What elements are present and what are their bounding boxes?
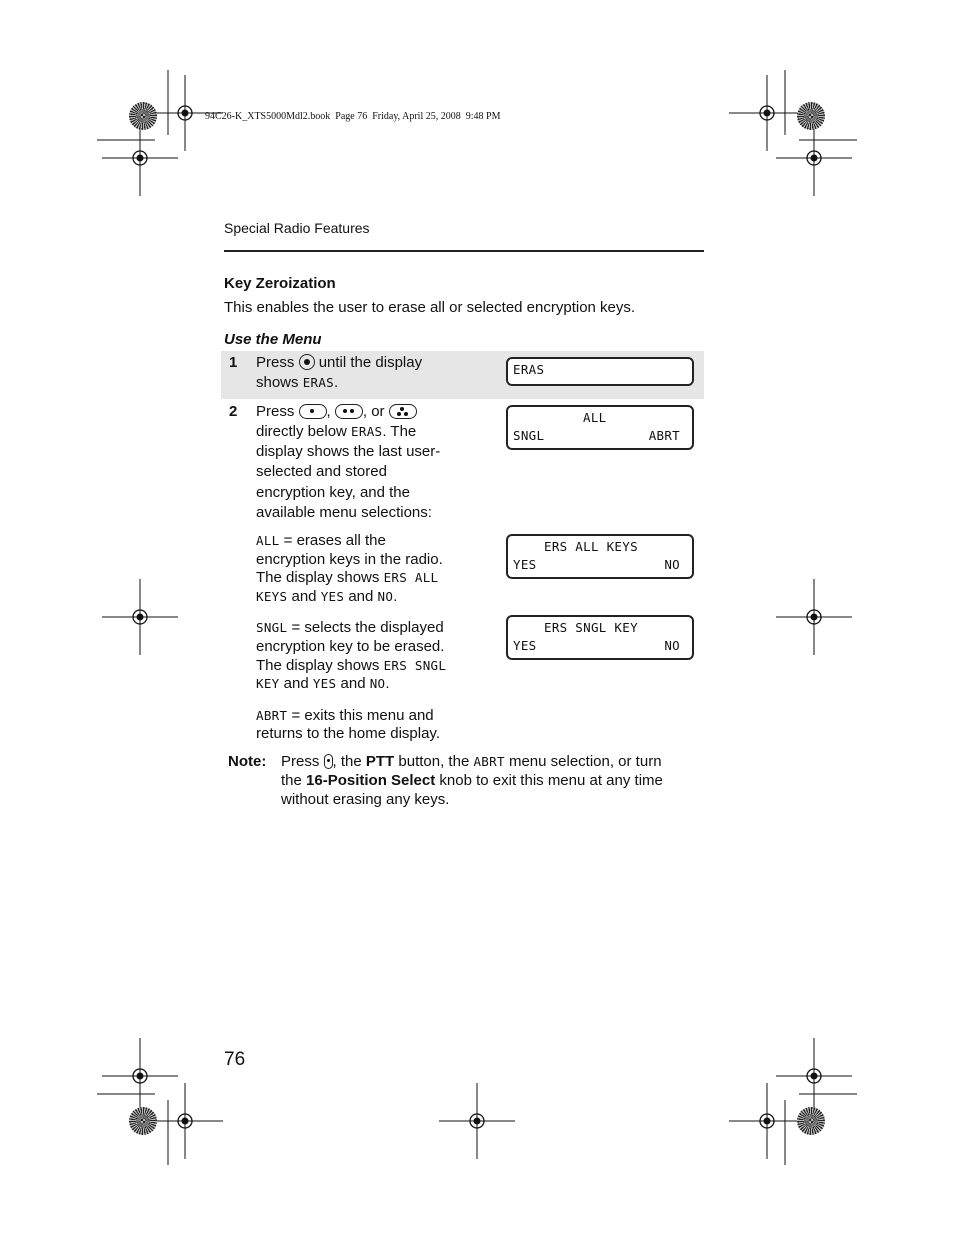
display-ers-all-keys <box>506 534 694 579</box>
opt-all-end: . <box>393 588 398 605</box>
opt-all-and2: and <box>344 588 378 605</box>
opt-all-line4 <box>256 587 397 607</box>
display-right-softkey: NO <box>664 638 680 653</box>
step2-number: 2 <box>229 403 238 420</box>
code-eras: ERAS <box>351 424 383 439</box>
opt-sngl-line1 <box>256 618 444 638</box>
note-text-f: knob to exit this menu at any time <box>439 772 663 789</box>
section-header: Special Radio Features <box>224 220 370 236</box>
registration-target-icon <box>797 102 825 130</box>
step2-text-press: Press <box>256 403 295 420</box>
opt-sngl-shows: The display shows <box>256 657 380 674</box>
step2-line6: available menu selections: <box>256 504 432 521</box>
step1-text-d: . <box>334 374 339 391</box>
note-text-c: button, the <box>398 753 470 770</box>
display-line1: ERAS <box>513 362 545 377</box>
code-yes: YES <box>312 676 337 691</box>
note-label: Note: <box>228 753 267 770</box>
book-info: 94C26-K_XTS5000Mdl2.book Page 76 Friday, April 25, 2008 9:48 PM <box>205 111 501 122</box>
code-no: NO <box>377 589 394 604</box>
step2-line5: encryption key, and the <box>256 484 410 501</box>
display-right-softkey: NO <box>664 557 680 572</box>
opt-all-line2: encryption keys in the radio. <box>256 551 443 568</box>
note-line1 <box>281 752 662 772</box>
menu-select-button-2-icon <box>335 404 363 419</box>
step2-line1 <box>256 402 417 422</box>
code-eras: ERAS <box>302 375 335 390</box>
opt-sngl-line4 <box>256 674 390 694</box>
step2-comma: , <box>326 403 331 420</box>
display-line1: ALL <box>583 410 607 425</box>
step1-line1 <box>256 353 422 373</box>
note-knob: 16-Position Select <box>306 772 436 789</box>
code-ers-sngl: ERS SNGL <box>383 658 447 673</box>
note-ptt: PTT <box>365 753 395 770</box>
opt-abrt-text: = exits this menu and <box>287 707 434 724</box>
opt-all-line1 <box>256 531 386 551</box>
opt-all-shows: The display shows <box>256 569 380 586</box>
opt-all-and: and <box>287 588 321 605</box>
display-right-softkey: ABRT <box>648 428 680 443</box>
note-text-a: Press <box>281 753 320 770</box>
note-text-b: , the <box>332 753 362 770</box>
display-line1: ERS SNGL KEY <box>544 620 638 635</box>
opt-sngl-and2: and <box>336 675 370 692</box>
registration-target-icon <box>129 102 157 130</box>
step2-line4: selected and stored <box>256 463 387 480</box>
code-ers-all: ERS ALL <box>383 570 439 585</box>
page-number: 76 <box>224 1049 246 1070</box>
home-button-icon <box>324 754 333 769</box>
opt-abrt-line1 <box>256 706 434 726</box>
opt-sngl-text: = selects the displayed <box>287 619 444 636</box>
step1-text-b: until the display <box>318 354 423 371</box>
step2-line3: display shows the last user- <box>256 443 441 460</box>
code-key: KEY <box>256 676 280 691</box>
opt-all-text: = erases all the <box>279 532 386 549</box>
opt-sngl-line3 <box>256 656 446 676</box>
code-abrt: ABRT <box>256 708 288 723</box>
code-yes: YES <box>320 589 345 604</box>
display-eras <box>506 357 694 386</box>
display-line1: ERS ALL KEYS <box>544 539 638 554</box>
registration-target-icon <box>797 1107 825 1135</box>
note-text-d: menu selection, or turn <box>508 753 662 770</box>
display-left-softkey: YES <box>513 638 537 653</box>
step1-text-c: shows <box>256 374 299 391</box>
step1-number: 1 <box>229 354 238 371</box>
opt-sngl-line2: encryption key to be erased. <box>256 638 445 655</box>
code-no: NO <box>369 676 386 691</box>
step1-line2 <box>256 373 338 393</box>
opt-abrt-line2: returns to the home display. <box>256 725 440 742</box>
code-keys: KEYS <box>256 589 288 604</box>
opt-all-line3 <box>256 568 438 588</box>
display-left-softkey: SNGL <box>513 428 545 443</box>
display-left-softkey: YES <box>513 557 537 572</box>
opt-sngl-end: . <box>385 675 390 692</box>
code-abrt: ABRT <box>473 754 505 769</box>
subheading: Use the Menu <box>224 331 322 348</box>
display-all-sngl-abrt <box>506 405 694 450</box>
header-rule <box>224 250 704 252</box>
menu-navigation-key-icon <box>299 354 315 370</box>
menu-select-button-1-icon <box>299 404 327 419</box>
step2-text-the: . The <box>382 423 417 440</box>
intro-text: This enables the user to erase all or selected encryption keys. <box>224 299 636 316</box>
step2-line2 <box>256 422 416 442</box>
note-line3: without erasing any keys. <box>281 791 450 808</box>
note-text-e: the <box>281 772 302 789</box>
page-title: Key Zeroization <box>224 275 336 292</box>
registration-target-icon <box>129 1107 157 1135</box>
step2-text-below: directly below <box>256 423 347 440</box>
step1-text-a: Press <box>256 354 295 371</box>
note-line2 <box>281 771 663 791</box>
code-sngl: SNGL <box>256 620 288 635</box>
opt-sngl-and: and <box>279 675 313 692</box>
step2-or: , or <box>362 403 385 420</box>
code-all: ALL <box>256 533 280 548</box>
display-ers-sngl-key <box>506 615 694 660</box>
menu-select-button-3-icon <box>389 404 417 419</box>
